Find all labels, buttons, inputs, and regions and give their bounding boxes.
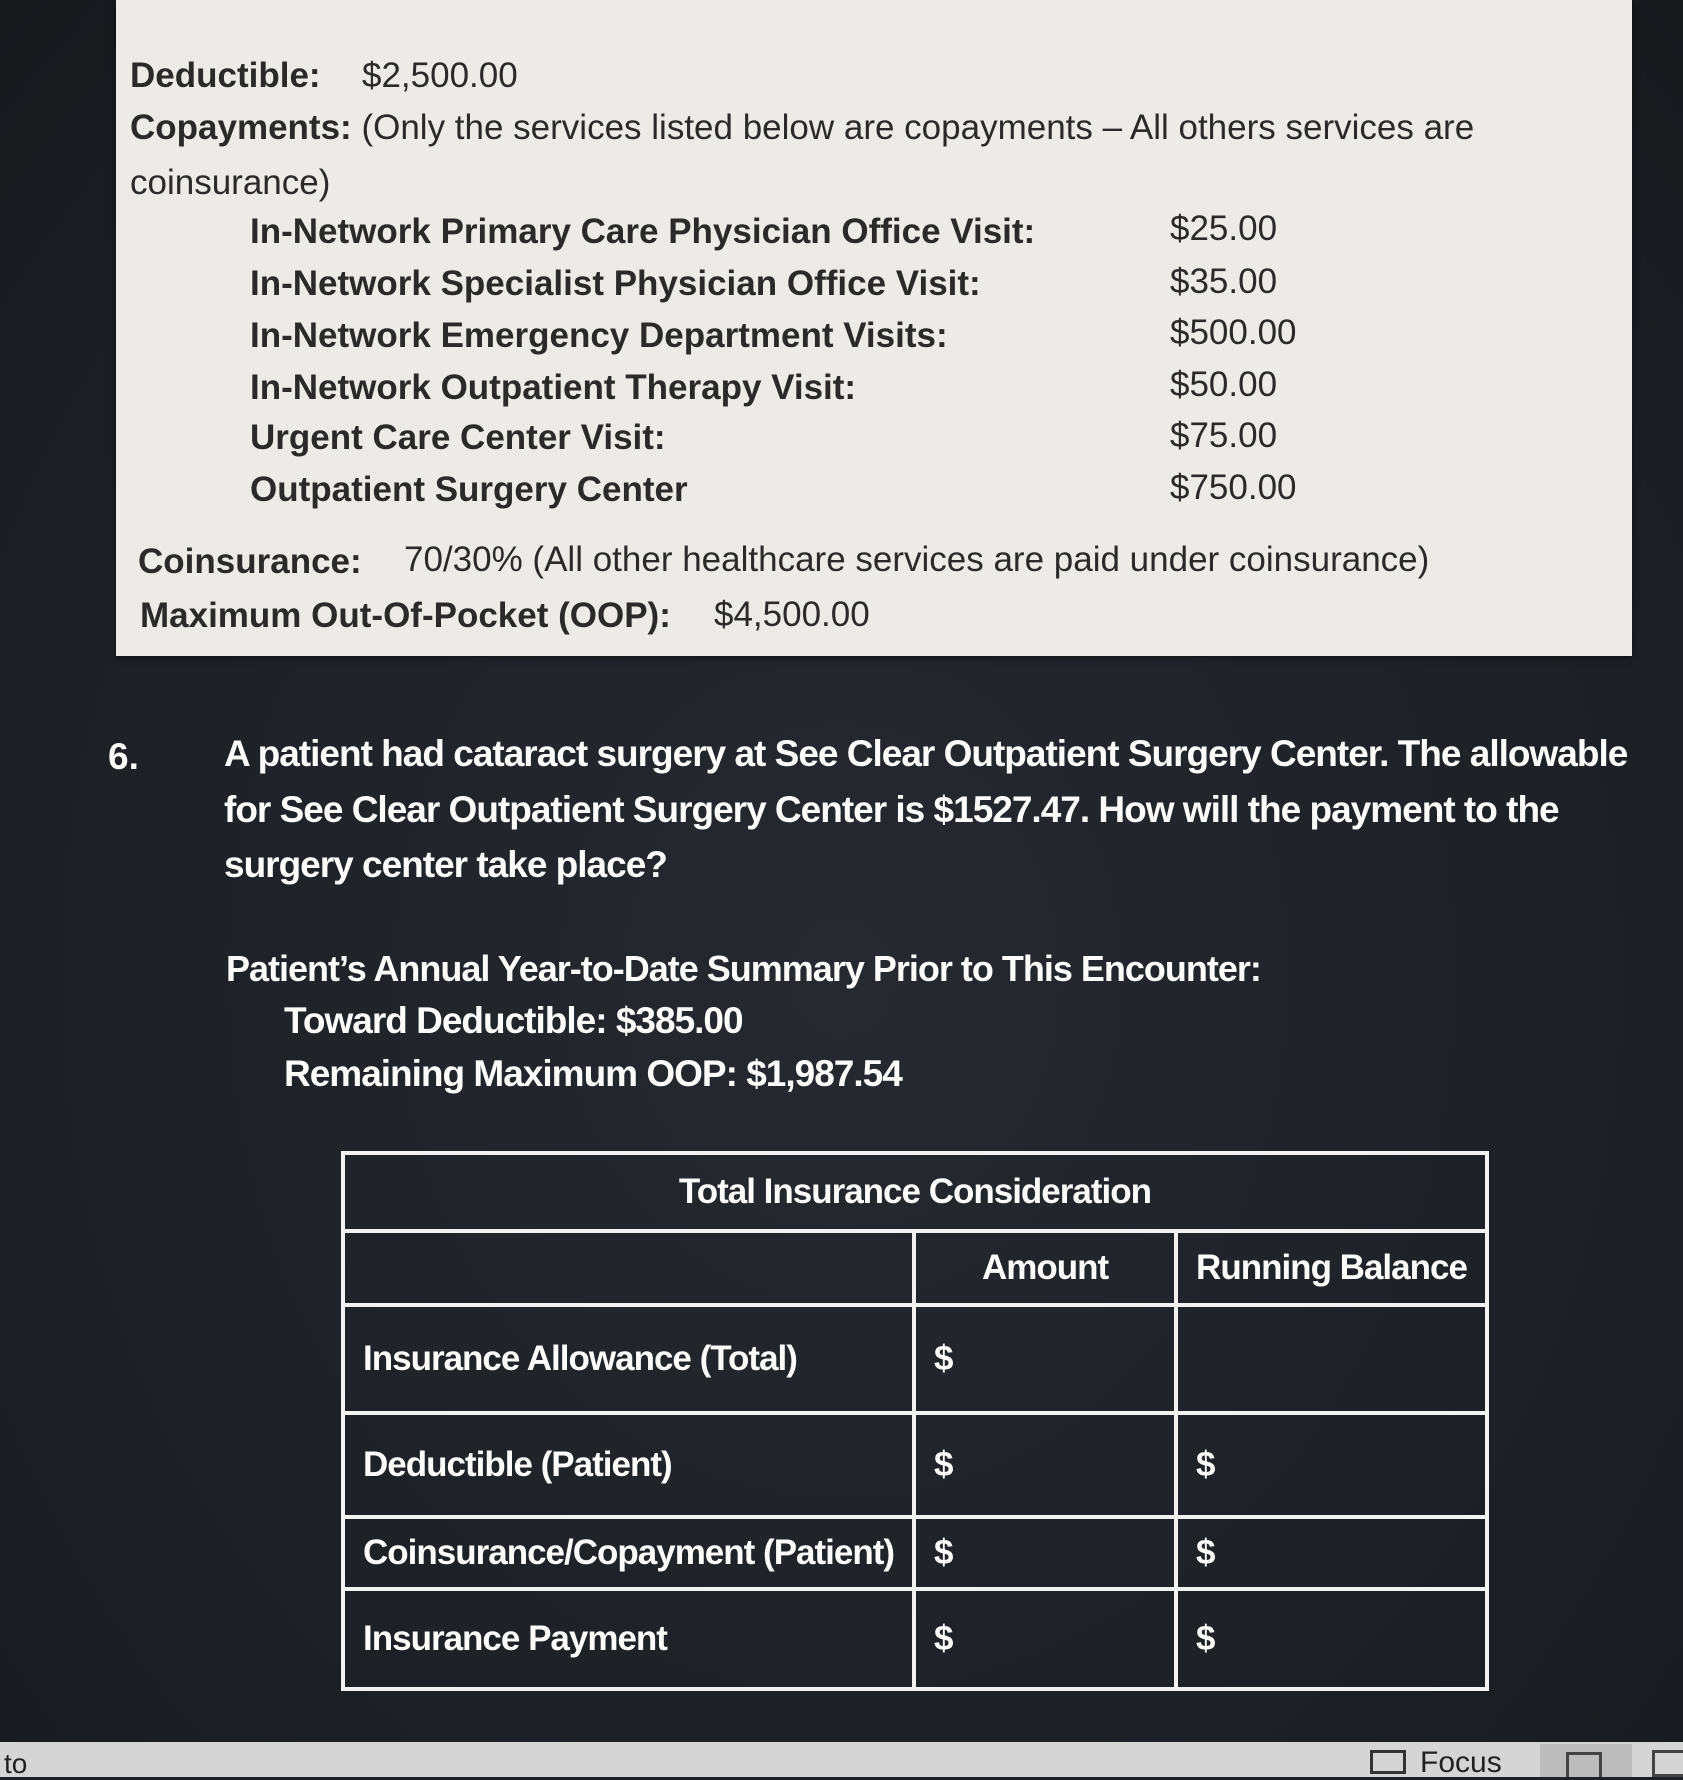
table-row	[343, 1413, 1487, 1517]
running-balance-cell[interactable]: $	[1176, 1413, 1487, 1517]
table-row	[343, 1305, 1487, 1413]
status-left-text: to	[4, 1748, 28, 1779]
amount-cell[interactable]: $	[914, 1589, 1176, 1689]
table-row	[343, 1589, 1487, 1689]
max-oop-value: $4,500.00	[714, 595, 870, 634]
service-label: Urgent Care Center Visit:	[250, 418, 666, 457]
print-layout-icon[interactable]	[1540, 1744, 1632, 1777]
coinsurance-value: 70/30% (All other healthcare services are paid under coinsurance)	[404, 540, 1430, 579]
service-copay-value: $35.00	[1170, 262, 1278, 301]
service-label: In-Network Outpatient Therapy Visit:	[250, 368, 857, 407]
ytd-summary-title: Patient’s Annual Year-to-Date Summary Prior to This Encounter:	[226, 948, 1261, 989]
coinsurance-label: Coinsurance:	[138, 542, 362, 581]
running-balance-cell[interactable]: $	[1176, 1589, 1487, 1689]
table-title: Total Insurance Consideration	[343, 1153, 1487, 1231]
running-balance-cell[interactable]: $	[1176, 1517, 1487, 1589]
question-text-line: surgery center take place?	[224, 844, 667, 885]
service-label: In-Network Primary Care Physician Office Visit:	[250, 212, 1036, 251]
focus-button-label[interactable]: Focus	[1420, 1746, 1502, 1779]
service-copay-value: $25.00	[1170, 209, 1278, 248]
row-label: Insurance Allowance (Total)	[343, 1305, 914, 1413]
service-copay-value: $750.00	[1170, 468, 1297, 507]
amount-cell[interactable]: $	[914, 1413, 1176, 1517]
amount-cell[interactable]: $	[914, 1517, 1176, 1589]
header-amount: Amount	[914, 1231, 1176, 1305]
ytd-remaining-oop: Remaining Maximum OOP: $1,987.54	[284, 1053, 902, 1094]
row-label: Coinsurance/Copayment (Patient)	[343, 1517, 914, 1589]
amount-cell[interactable]: $	[914, 1305, 1176, 1413]
question-text-line: A patient had cataract surgery at See Clear Outpatient Surgery Center. The allowable	[224, 733, 1628, 774]
deductible-value: $2,500.00	[362, 56, 518, 95]
row-label: Deductible (Patient)	[343, 1413, 914, 1517]
header-running-balance: Running Balance	[1176, 1231, 1487, 1305]
service-copay-value: $500.00	[1170, 313, 1297, 352]
service-copay-value: $75.00	[1170, 416, 1278, 455]
table-row	[343, 1517, 1487, 1589]
header-blank-cell	[343, 1231, 914, 1305]
table-title-row	[343, 1153, 1487, 1231]
copayments-note: (Only the services listed below are copayments – All others services are	[361, 108, 1475, 147]
web-layout-icon[interactable]	[1652, 1750, 1683, 1777]
copayments-note-continued: coinsurance)	[130, 163, 331, 202]
deductible-label: Deductible:	[130, 56, 321, 95]
copayments-label: Copayments:	[130, 108, 352, 147]
insurance-consideration-table	[341, 1151, 1489, 1691]
row-label: Insurance Payment	[343, 1589, 914, 1689]
service-label: In-Network Emergency Department Visits:	[250, 316, 948, 355]
table-header-row	[343, 1231, 1487, 1305]
question-text-line: for See Clear Outpatient Surgery Center is $1527.47. How will the payment to the	[224, 789, 1559, 830]
question-number: 6.	[108, 736, 139, 777]
focus-icon[interactable]	[1370, 1750, 1406, 1774]
service-copay-value: $50.00	[1170, 365, 1278, 404]
running-balance-cell[interactable]	[1176, 1305, 1487, 1413]
service-label: Outpatient Surgery Center	[250, 470, 688, 509]
service-label: In-Network Specialist Physician Office Visit:	[250, 264, 981, 303]
copayments-line	[130, 108, 1474, 148]
ytd-toward-deductible: Toward Deductible: $385.00	[284, 1000, 743, 1041]
plan-details-panel	[116, 0, 1632, 656]
status-bar	[0, 1742, 1683, 1777]
max-oop-label: Maximum Out-Of-Pocket (OOP):	[140, 596, 671, 635]
